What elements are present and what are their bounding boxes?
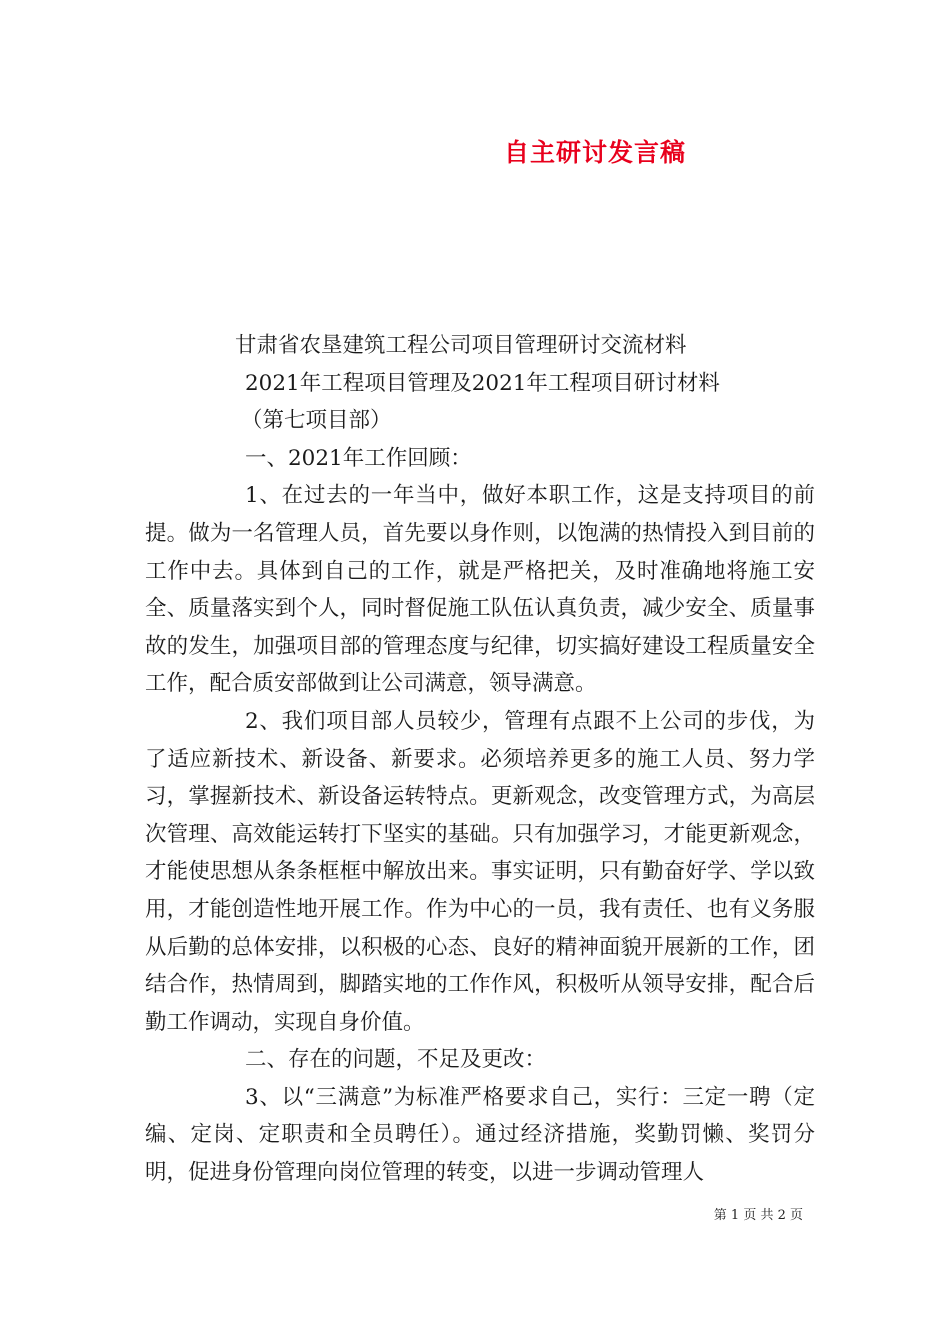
paragraph-1: 1、在过去的一年当中，做好本职工作，这是支持项目的前提。做为一名管理人员，首先要以身作则，以饱满的热情投入到目前的工作中去。具体到自己的工作，就是严格把关，及时准确地将施工安全、质量落实到个人，同时督促施工队伍认真负责，减少安全、质量事故的发生，加强项目部的管理态度与纪律，切实搞好建设工程质量安全工作，配合质安部做到让公司满意，领导满意。: [145, 483, 815, 697]
paragraph-2: 2、我们项目部人员较少，管理有点跟不上公司的步伐，为了适应新技术、新设备、新要求。必须培养更多的施工人员、努力学习，掌握新技术、新设备运转特点。更新观念，改变管理方式，为高层次管理、高效能运转打下坚实的基础。只有加强学习，才能更新观念，才能使思想从条条框框中解放出来。事实证明，只有勤奋好学、学以致用，才能创造性地开展工作。作为中心的一员，我有责任、也有义务服从后勤的总体安排，以积极的心态、良好的精神面貌开展新的工作，团结合作，热情周到，脚踏实地的工作作风，积极听从领导安排，配合后勤工作调动，实现自身价值。: [145, 708, 815, 1035]
paragraph-3: 3、以“三满意”为标准严格要求自己，实行：三定一聘（定编、定岗、定职责和全员聘任）。通过经济措施，奖勤罚懒、奖罚分明，促进身份管理向岗位管理的转变，以进一步调动管理人: [145, 1084, 815, 1186]
page-indicator: 第 1 页 共 2 页: [713, 1208, 803, 1223]
document-title: 自主研讨发言稿: [503, 138, 686, 167]
heading-line-company: 甘肃省农垦建筑工程公司项目管理研讨交流材料: [235, 333, 687, 358]
document-body: [145, 327, 815, 1192]
section-heading-issues: 二、存在的问题，不足及更改：: [245, 1047, 547, 1073]
heading-line-department: （第七项目部）: [241, 408, 392, 434]
section-heading-review: 一、2021年工作回顾：: [245, 445, 472, 471]
heading-line-subject: 2021年工程项目管理及2021年工程项目研讨材料: [245, 370, 720, 396]
